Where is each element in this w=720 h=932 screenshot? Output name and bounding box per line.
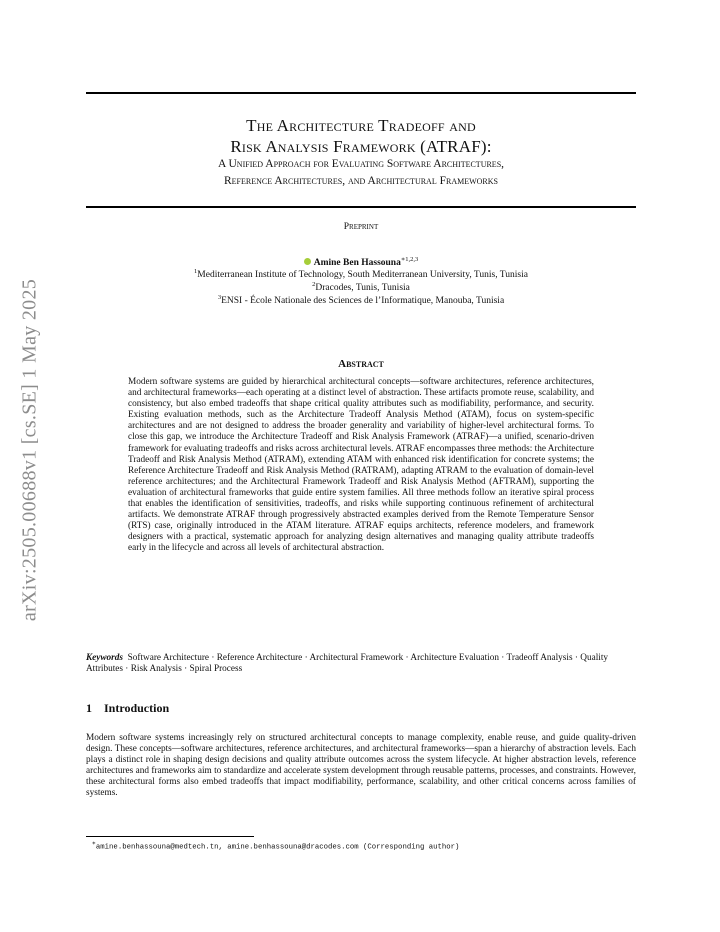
affiliation-3: $^3$ENSI - École Nationale des Sciences de l’Informatique, Manouba, Tunisia	[217, 294, 505, 307]
author-name: Amine Ben Hassouna	[313, 258, 401, 269]
footnote	[92, 839, 459, 851]
section-heading	[86, 701, 169, 716]
title-top-rule	[86, 92, 636, 94]
paper-subtitle-line-2: Reference Architectures, and Architectural Frameworks	[223, 175, 498, 187]
keywords-text: Software Architecture · Reference Architecture · Architectural Framework · Architecture Evaluation · Tradeoff Analysis · Quality Attributes · Risk Analysis · Spiral Process	[86, 653, 609, 675]
arxiv-identifier-stamp: arXiv:2505.00688v1 [cs.SE] 1 May 2025	[18, 278, 41, 622]
footnote-text: amine.benhassouna@medtech.tn, amine.benhassouna@dracodes.com (Corresponding author)	[95, 843, 460, 852]
paper-subtitle-line-1: A Unified Approach for Evaluating Software Architectures,	[217, 158, 505, 170]
footnote-rule	[86, 836, 254, 837]
abstract-text: Modern software systems are guided by hierarchical architectural concepts—software architectures, reference architectures, and architectural frameworks—each operating at a distinct level of abstraction. These artifacts promote reuse, scalability, and consistency, but also embed tradeoffs that shape critical quality attributes such as modifiability, performance, and security. Existing evaluation methods, such as the Architecture Tradeoff Analysis Method (ATAM), focus on system-specific architectures and are not designed to address the broader generality and variability of higher-level architectural forms. To close this gap, we introduce the Architecture Tradeoff and Risk Analysis Framework (ATRAF)—a unified, scenario-driven framework for evaluating tradeoffs and risks across architectural levels. ATRAF encompasses three methods: the Architecture Tradeoff and Risk Analysis Method (ATRAM), extending ATAM with enhanced risk identification for concrete systems; the Reference Architecture Tradeoff and Risk Analysis Method (RATRAM), adapting ATRAM to the evaluation of domain-level reference architectures; and the Architectural Framework Tradeoff and Risk Analysis Method (AFTRAM), supporting the evaluation of architectural frameworks that guide entire system families. All three methods follow an iterative spiral process that enables the identification of sensitivities, tradeoffs, and risks while supporting continuous refinement of architectural artifacts. We demonstrate ATRAF through progressively abstracted examples derived from the Remote Temperature Sensor (RTS) case, originally introduced in the ATAM literature. ATRAF equips architects, reference modelers, and framework designers with a practical, systematic approach for analyzing design alternatives and managing quality attribute tradeoffs early in the lifecycle and across all levels of architectural abstraction.	[128, 377, 594, 554]
affiliation-2: $^2$Dracodes, Tunis, Tunisia	[312, 281, 410, 294]
title-bottom-rule	[86, 206, 636, 208]
introduction-paragraph: Modern software systems increasingly rely on structured architectural concepts to manage complexity, enable reuse, and guide quality-driven design. These concepts—software architectures, reference architectures, and architectural frameworks—span a hierarchy of abstraction levels. Each plays a distinct role in shaping design decisions and quality attribute outcomes across the system lifecycle. At higher abstraction levels, reference architectures and frameworks aim to standardize and accelerate system development through reusable patterns, processes, and constraints. However, these architectural forms also embed tradeoffs that impact modifiability, performance, scalability, and other critical concerns across families of systems.	[86, 733, 636, 799]
section-title: Introduction	[104, 701, 170, 715]
author-line	[86, 255, 636, 268]
abstract-heading: Abstract	[338, 358, 384, 370]
keywords-label: Keywords	[86, 653, 123, 663]
footnote-mark: ∗	[92, 840, 96, 847]
preprint-label: Preprint	[343, 222, 379, 232]
paper-title-line-1: The Architecture Tradeoff and	[246, 116, 476, 135]
keywords-block	[86, 653, 636, 675]
affiliation-1: $^1$Mediterranean Institute of Technology, South Mediterranean University, Tunis, Tunisia	[194, 268, 528, 281]
section-number: 1	[86, 701, 92, 715]
paper-title-line-2: Risk Analysis Framework (ATRAF):	[230, 137, 492, 156]
orcid-icon[interactable]	[304, 258, 311, 265]
author-affiliation-marks: ∗1,2,3	[400, 256, 419, 263]
